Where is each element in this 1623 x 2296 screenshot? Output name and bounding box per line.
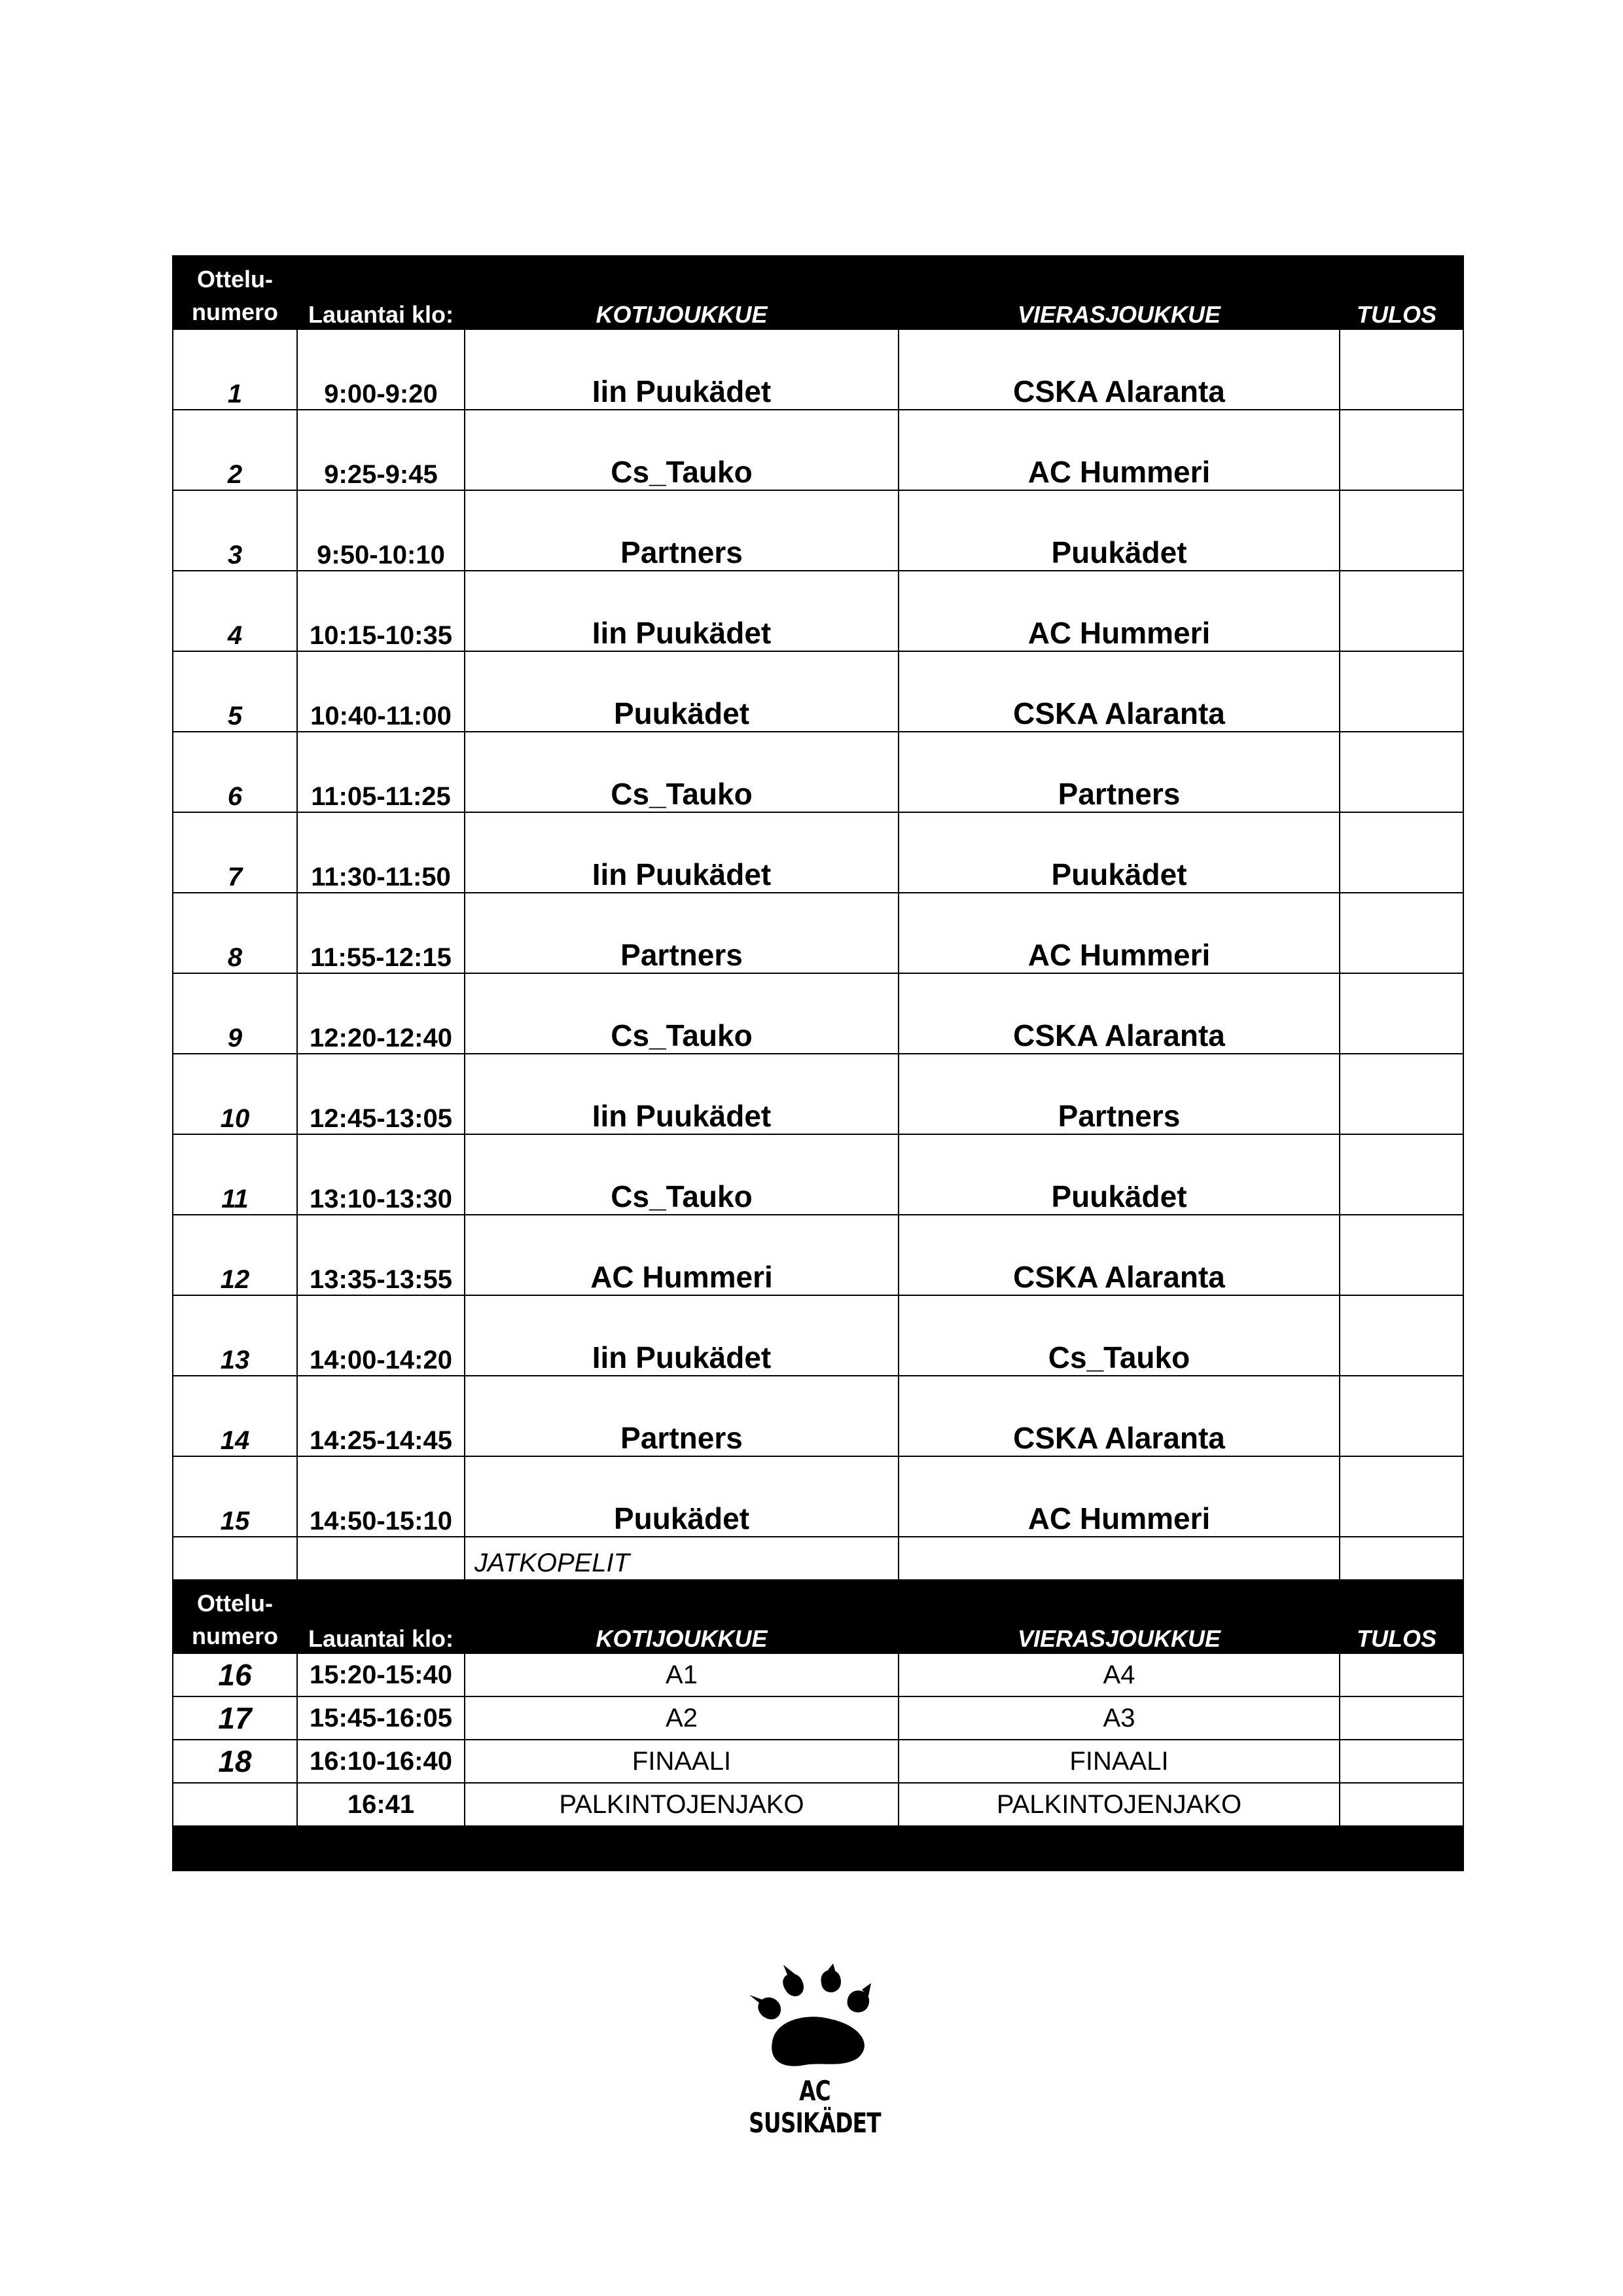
playoffs-label-row	[173, 1537, 1463, 1580]
away-team: Cs_Tauko	[899, 1295, 1340, 1376]
match-number: 5	[173, 651, 297, 732]
match-time: 13:10-13:30	[297, 1134, 465, 1215]
match-number: 9	[173, 973, 297, 1054]
away-team: AC Hummeri	[899, 410, 1340, 490]
away-team: PALKINTOJENJAKO	[899, 1783, 1340, 1826]
result-cell	[1340, 1215, 1463, 1295]
match-row	[173, 651, 1463, 732]
result-cell	[1340, 329, 1463, 410]
result-cell	[1340, 732, 1463, 812]
match-row	[173, 490, 1463, 571]
result-header: TULOS	[1340, 256, 1463, 329]
match-row	[173, 571, 1463, 651]
match-number	[173, 1783, 297, 1826]
away-team: A4	[899, 1653, 1340, 1696]
match-time: 11:30-11:50	[297, 812, 465, 893]
result-cell	[1340, 410, 1463, 490]
away-team: CSKA Alaranta	[899, 329, 1340, 410]
home-team: Cs_Tauko	[465, 973, 899, 1054]
match-number-header	[173, 256, 297, 329]
home-team: Cs_Tauko	[465, 410, 899, 490]
footer-bar	[173, 1826, 1463, 1871]
home-team-header: KOTIJOUKKUE	[465, 1580, 899, 1653]
match-time: 15:20-15:40	[297, 1653, 465, 1696]
match-row	[173, 1134, 1463, 1215]
match-row	[173, 1054, 1463, 1134]
club-logo	[723, 1964, 906, 2139]
result-cell	[1340, 490, 1463, 571]
result-cell	[1340, 1295, 1463, 1376]
away-team: CSKA Alaranta	[899, 973, 1340, 1054]
match-time: 11:05-11:25	[297, 732, 465, 812]
away-team: A3	[899, 1696, 1340, 1740]
match-row	[173, 973, 1463, 1054]
header-row	[173, 256, 1463, 329]
result-cell	[1340, 812, 1463, 893]
match-time: 13:35-13:55	[297, 1215, 465, 1295]
empty-cell	[173, 1537, 297, 1580]
match-row	[173, 410, 1463, 490]
match-number: 13	[173, 1295, 297, 1376]
home-team: Cs_Tauko	[465, 1134, 899, 1215]
match-number-header-line1: Ottelu-	[197, 1590, 273, 1617]
home-team: PALKINTOJENJAKO	[465, 1783, 899, 1826]
away-team: AC Hummeri	[899, 571, 1340, 651]
match-number: 10	[173, 1054, 297, 1134]
result-header: TULOS	[1340, 1580, 1463, 1653]
away-team: Puukädet	[899, 490, 1340, 571]
footer-cell	[465, 1826, 899, 1871]
match-row	[173, 893, 1463, 973]
away-team: Puukädet	[899, 812, 1340, 893]
match-time: 16:10-16:40	[297, 1740, 465, 1783]
match-number-header-line2: numero	[191, 298, 278, 325]
away-team: FINAALI	[899, 1740, 1340, 1783]
time-header: Lauantai klo:	[297, 256, 465, 329]
match-time: 10:40-11:00	[297, 651, 465, 732]
match-number: 7	[173, 812, 297, 893]
away-team: Puukädet	[899, 1134, 1340, 1215]
home-team: Iin Puukädet	[465, 1054, 899, 1134]
result-cell	[1340, 893, 1463, 973]
away-team-header: VIERASJOUKKUE	[899, 256, 1340, 329]
playoffs-label: JATKOPELIT	[465, 1537, 899, 1580]
result-cell	[1340, 651, 1463, 732]
playoff-row	[173, 1783, 1463, 1826]
away-team: CSKA Alaranta	[899, 651, 1340, 732]
match-time: 14:25-14:45	[297, 1376, 465, 1456]
time-header: Lauantai klo:	[297, 1580, 465, 1653]
result-cell	[1340, 1653, 1463, 1696]
away-team: AC Hummeri	[899, 893, 1340, 973]
match-time: 15:45-16:05	[297, 1696, 465, 1740]
header-row	[173, 1580, 1463, 1653]
match-time: 10:15-10:35	[297, 571, 465, 651]
match-time: 9:50-10:10	[297, 490, 465, 571]
footer-cell	[173, 1826, 297, 1871]
home-team: Iin Puukädet	[465, 329, 899, 410]
match-row	[173, 812, 1463, 893]
result-cell	[1340, 1134, 1463, 1215]
match-time: 14:00-14:20	[297, 1295, 465, 1376]
home-team: A1	[465, 1653, 899, 1696]
home-team: Cs_Tauko	[465, 732, 899, 812]
home-team: Puukädet	[465, 1456, 899, 1537]
playoff-row	[173, 1740, 1463, 1783]
result-cell	[1340, 1376, 1463, 1456]
match-row	[173, 329, 1463, 410]
empty-cell	[297, 1537, 465, 1580]
empty-cell	[1340, 1537, 1463, 1580]
away-team: CSKA Alaranta	[899, 1215, 1340, 1295]
paw-print-icon	[723, 1964, 906, 2075]
home-team: AC Hummeri	[465, 1215, 899, 1295]
home-team: FINAALI	[465, 1740, 899, 1783]
match-row	[173, 732, 1463, 812]
match-number: 17	[173, 1696, 297, 1740]
result-cell	[1340, 1696, 1463, 1740]
match-row	[173, 1456, 1463, 1537]
footer-cell	[899, 1826, 1340, 1871]
match-number: 12	[173, 1215, 297, 1295]
playoff-row	[173, 1653, 1463, 1696]
away-team-header: VIERASJOUKKUE	[899, 1580, 1340, 1653]
match-row	[173, 1215, 1463, 1295]
home-team: A2	[465, 1696, 899, 1740]
match-time: 9:00-9:20	[297, 329, 465, 410]
match-time: 16:41	[297, 1783, 465, 1826]
match-time: 9:25-9:45	[297, 410, 465, 490]
match-number: 2	[173, 410, 297, 490]
schedule-table	[172, 255, 1464, 1871]
home-team: Iin Puukädet	[465, 812, 899, 893]
result-cell	[1340, 571, 1463, 651]
home-team: Partners	[465, 1376, 899, 1456]
home-team: Partners	[465, 893, 899, 973]
match-number: 8	[173, 893, 297, 973]
away-team: Partners	[899, 732, 1340, 812]
result-cell	[1340, 1054, 1463, 1134]
result-cell	[1340, 1740, 1463, 1783]
match-number: 6	[173, 732, 297, 812]
match-time: 14:50-15:10	[297, 1456, 465, 1537]
match-number: 14	[173, 1376, 297, 1456]
match-number-header	[173, 1580, 297, 1653]
match-number: 3	[173, 490, 297, 571]
empty-cell	[899, 1537, 1340, 1580]
away-team: CSKA Alaranta	[899, 1376, 1340, 1456]
match-number: 11	[173, 1134, 297, 1215]
home-team-header: KOTIJOUKKUE	[465, 256, 899, 329]
match-time: 11:55-12:15	[297, 893, 465, 973]
footer-cell	[297, 1826, 465, 1871]
club-logo-text: AC SUSIKÄDET	[749, 2075, 881, 2139]
away-team: AC Hummeri	[899, 1456, 1340, 1537]
match-number: 16	[173, 1653, 297, 1696]
match-time: 12:45-13:05	[297, 1054, 465, 1134]
home-team: Iin Puukädet	[465, 1295, 899, 1376]
result-cell	[1340, 973, 1463, 1054]
result-cell	[1340, 1783, 1463, 1826]
match-number: 4	[173, 571, 297, 651]
match-row	[173, 1376, 1463, 1456]
match-time: 12:20-12:40	[297, 973, 465, 1054]
away-team: Partners	[899, 1054, 1340, 1134]
match-number: 18	[173, 1740, 297, 1783]
playoff-row	[173, 1696, 1463, 1740]
home-team: Iin Puukädet	[465, 571, 899, 651]
match-row	[173, 1295, 1463, 1376]
match-number-header-line1: Ottelu-	[197, 266, 273, 293]
home-team: Puukädet	[465, 651, 899, 732]
match-number: 1	[173, 329, 297, 410]
match-number: 15	[173, 1456, 297, 1537]
match-number-header-line2: numero	[191, 1623, 278, 1649]
footer-cell	[1340, 1826, 1463, 1871]
home-team: Partners	[465, 490, 899, 571]
result-cell	[1340, 1456, 1463, 1537]
